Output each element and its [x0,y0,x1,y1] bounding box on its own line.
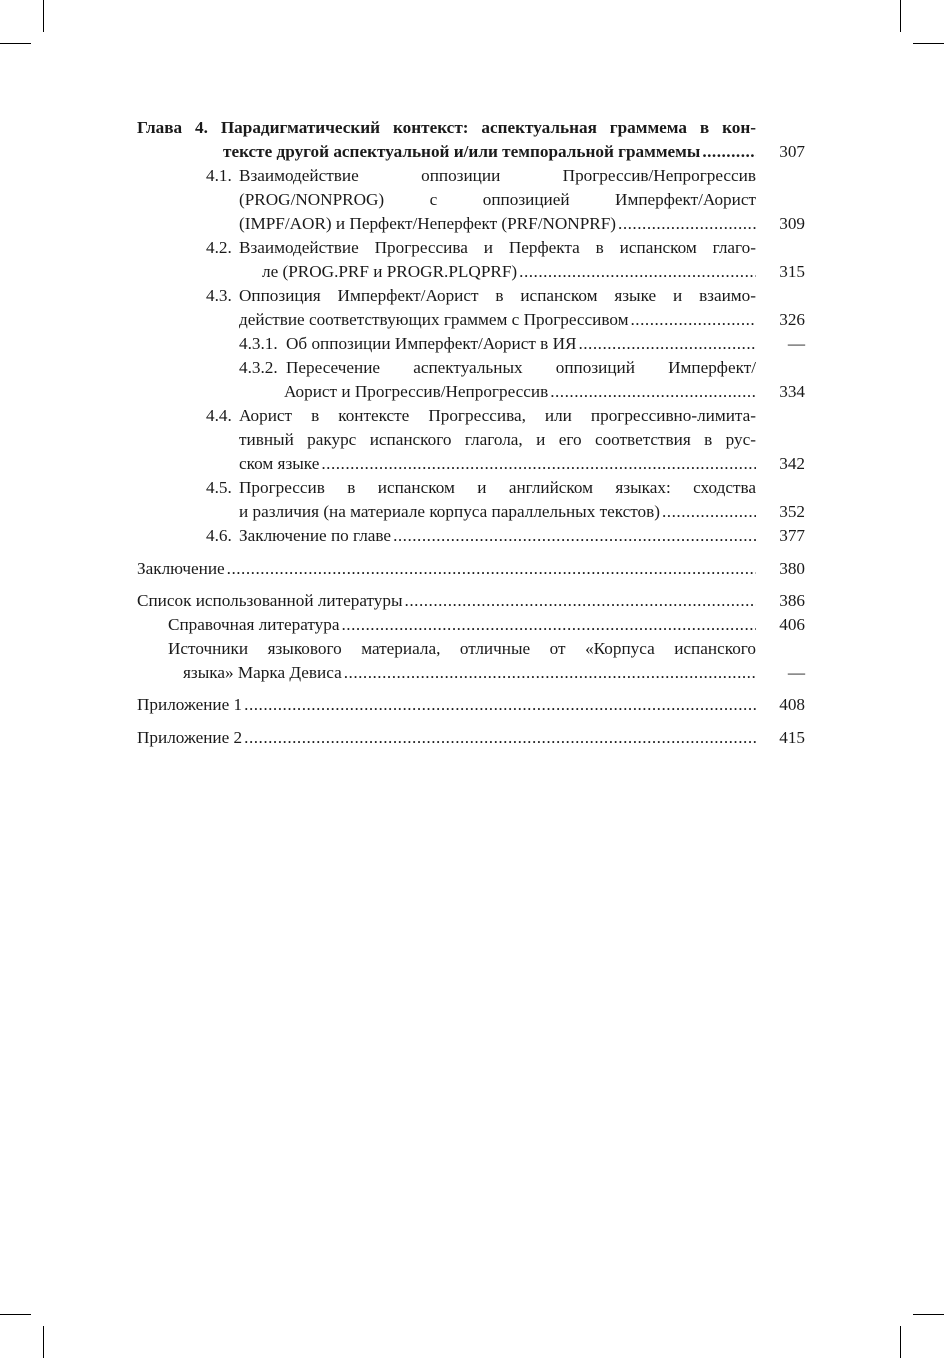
leader-dots [393,524,756,548]
leader-dots [631,308,757,332]
toc-4-3-1-line1 [286,332,756,356]
toc-4-4-number: 4.4. [206,406,232,425]
leader-dots [405,589,756,613]
leader-dots [550,380,756,404]
toc-4-1-line3 [239,212,756,236]
toc-4-5-title-end: и различия (на материале корпуса параллельных текстов) [239,502,660,521]
toc-appendix-1 [137,693,756,717]
toc-4-6-number: 4.6. [206,526,232,545]
toc-literature-title: Список использованной литературы [137,591,403,610]
toc-4-3-1-page: — [787,334,805,353]
toc-4-3-2-line1: Пересечение аспектуальных оппозиций Имперфект/ [286,358,756,377]
toc-chapter4-title-end: тексте другой аспектуальной и/или темпоральной граммемы [223,142,701,161]
toc-4-4-line1: Аорист в контексте Прогрессива, или прогрессивно-лимита- [239,406,756,425]
toc-4-1-page: 309 [779,214,805,233]
toc-4-4-page: 342 [779,454,805,473]
toc-literature [137,589,756,613]
toc-sources-title-end: языка» Марка Девиса [183,663,342,682]
toc-4-3-1-number: 4.3.1. [239,334,278,353]
toc-sources-page: — [787,663,805,682]
toc-4-5-line2 [239,500,756,524]
toc-4-3-2-line2 [284,380,756,404]
toc-4-3-1-title: Об оппозиции Имперфект/Аорист в ИЯ [286,334,577,353]
toc-4-2-number: 4.2. [206,238,232,257]
toc-4-3-2-title-end: Аорист и Прогрессив/Непрогрессив [284,382,549,401]
leader-dots [244,693,756,717]
toc-reference [168,613,756,637]
toc-4-1-line1: Взаимодействие оппозиции Прогрессив/Непрогрессив [239,166,756,185]
leader-dots [227,557,756,581]
toc-conclusion [137,557,756,581]
toc-literature-page: 386 [779,591,805,610]
toc-4-2-page: 315 [779,262,805,281]
toc-appendix-1-title: Приложение 1 [137,695,243,714]
toc-4-4-title-end: ском языке [239,454,320,473]
toc-appendix-2 [137,726,756,750]
toc-4-3-line1: Оппозиция Имперфект/Аорист в испанском языке и взаимо- [239,286,756,305]
toc-chapter4-line1: Глава 4. Парадигматический контекст: аспектуальная граммема в кон- [137,118,756,137]
toc-appendix-2-page: 415 [779,728,805,747]
toc-4-6-title: Заключение по главе [239,526,392,545]
toc-4-3-page: 326 [779,310,805,329]
leader-dots [519,260,756,284]
toc-sources-line1: Источники языкового материала, отличные от «Корпуса испанского [168,639,756,658]
leader-dots [344,661,756,685]
leader-dots [244,726,756,750]
toc-4-4-line2: тивный ракурс испанского глагола, и его соответствия в рус- [239,430,756,449]
toc-chapter4-page: 307 [779,142,805,161]
toc-4-3-title-end: действие соответствующих граммем с Прогрессивом [239,310,629,329]
toc-4-1-title-end: (IMPF/AOR) и Перфект/Неперфект (PRF/NONPRF) [239,214,617,233]
leader-dots [662,500,756,524]
toc-reference-page: 406 [779,615,805,634]
toc-reference-title: Справочная литература [168,615,340,634]
toc-conclusion-title: Заключение [137,559,225,578]
toc-4-2-line2 [262,260,756,284]
toc-4-3-line2 [239,308,756,332]
leader-dots [578,332,756,356]
toc-4-6-page: 377 [779,526,805,545]
leader-dots [702,140,756,164]
toc-appendix-1-page: 408 [779,695,805,714]
toc-sources-line2 [183,661,756,685]
toc-4-3-number: 4.3. [206,286,232,305]
leader-dots [321,452,756,476]
toc-4-2-line1: Взаимодействие Прогрессива и Перфекта в испанском глаго- [239,238,756,257]
leader-dots [342,613,757,637]
toc-4-5-page: 352 [779,502,805,521]
leader-dots [618,212,756,236]
toc-4-5-line1: Прогрессив в испанском и английском языках: сходства [239,478,756,497]
toc-4-3-2-page: 334 [779,382,805,401]
toc-4-6-line1 [239,524,756,548]
toc-appendix-2-title: Приложение 2 [137,728,243,747]
toc-conclusion-page: 380 [779,559,805,578]
toc-4-4-line3 [239,452,756,476]
toc-4-5-number: 4.5. [206,478,232,497]
toc-chapter4-line2 [223,140,756,164]
toc-4-2-title-end: ле (PROG.PRF и PROGR.PLQPRF) [262,262,518,281]
toc-4-3-2-number: 4.3.2. [239,358,278,377]
toc-4-1-number: 4.1. [206,166,232,185]
toc-4-1-line2: (PROG/NONPROG) с оппозицией Имперфект/Аорист [239,190,756,209]
